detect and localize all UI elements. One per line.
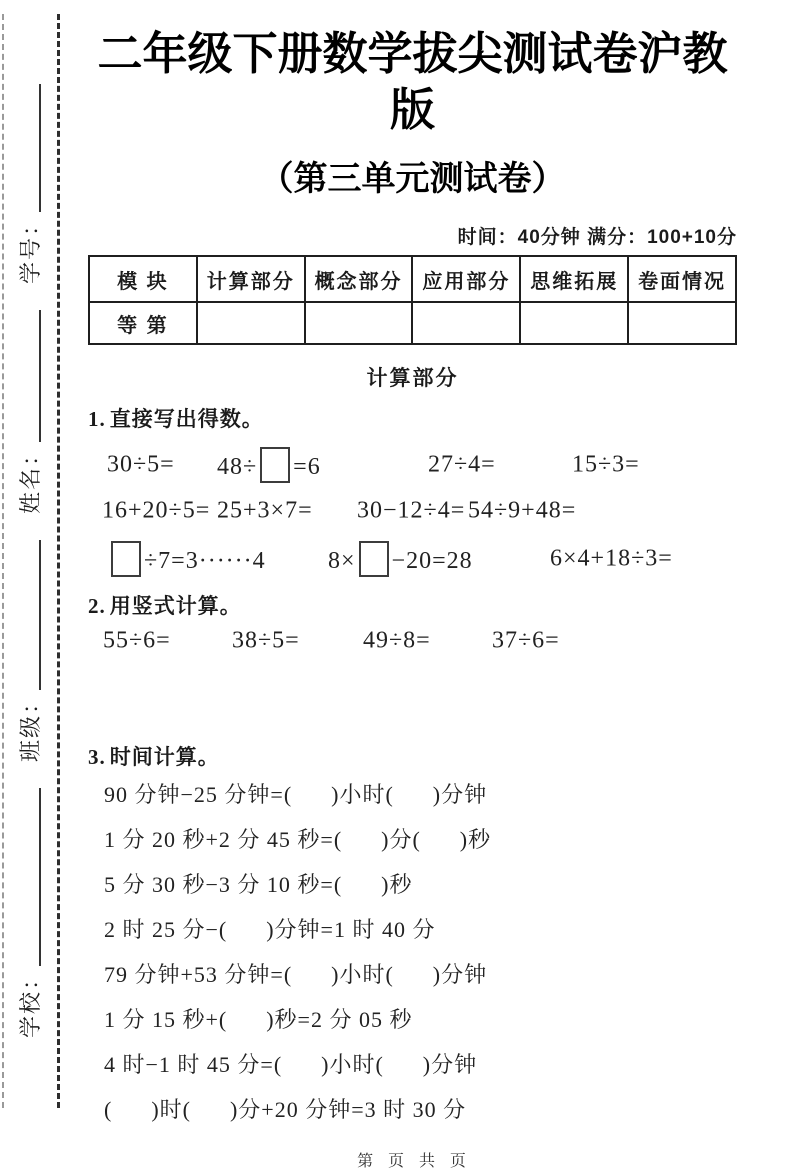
time-equation: 90 分钟−25 分钟=( )小时( )分钟 [104, 782, 488, 807]
student-id-label: 学号： [17, 211, 43, 284]
answer-box [111, 541, 141, 577]
equation: 37÷6= [492, 627, 560, 654]
time-equation: 1 分 20 秒+2 分 45 秒=( )分( )秒 [104, 827, 492, 852]
score-header-neatness: 卷面情况 [628, 256, 736, 302]
score-table [88, 255, 737, 345]
question-2-heading [88, 592, 737, 621]
equation: 49÷8= [363, 627, 431, 654]
paper-content [88, 0, 737, 1171]
time-and-score-note: 时间：40分钟 满分：100+10分 [457, 227, 737, 248]
school-label: 学校： [17, 965, 43, 1038]
grade-cell [520, 302, 628, 344]
equation: 16+20÷5= [102, 497, 211, 524]
q1-equation-row-1 [88, 442, 737, 488]
question-1-text: 直接写出得数。 [109, 408, 264, 431]
time-equation: 4 时−1 时 45 分=( )小时( )分钟 [104, 1052, 478, 1077]
paper-title: 二年级下册数学拔尖测试卷沪教版 [97, 28, 728, 135]
binding-dashed-line [57, 14, 60, 1108]
name-label: 姓名： [17, 441, 43, 514]
score-table-grade-row [89, 302, 736, 344]
equation: 30÷5= [107, 451, 175, 478]
grade-row-label: 等 第 [89, 302, 197, 344]
equation: 15÷3= [572, 451, 640, 478]
score-header-application: 应用部分 [412, 256, 520, 302]
question-3-number: 3. [88, 745, 106, 769]
time-equation: 2 时 25 分−( )分钟=1 时 40 分 [104, 917, 436, 942]
time-equation: 79 分钟+53 分钟=( )小时( )分钟 [104, 962, 488, 987]
score-header-thinking: 思维拓展 [520, 256, 628, 302]
equation: 30−12÷4= [357, 497, 466, 524]
equation: 54÷9+48= [468, 497, 577, 524]
question-3-text: 时间计算。 [109, 746, 220, 769]
answer-box [260, 447, 290, 483]
equation: 48÷ =6 [217, 447, 321, 483]
time-equation: 5 分 30 秒−3 分 10 秒=( )秒 [104, 872, 413, 897]
grade-cell [305, 302, 413, 344]
margin-fill-in-strip [8, 80, 50, 1038]
equation: 25+3×7= [217, 497, 313, 524]
score-header-module: 模 块 [89, 256, 197, 302]
score-header-concept: 概念部分 [305, 256, 413, 302]
time-equation: ( )时( )分+20 分钟=3 时 30 分 [104, 1097, 467, 1122]
question-2-text: 用竖式计算。 [109, 595, 242, 618]
time-equation: 1 分 15 秒+( )秒=2 分 05 秒 [104, 1007, 413, 1032]
equation: 55÷6= [103, 627, 171, 654]
question-3-heading [88, 743, 737, 772]
score-table-header-row [89, 256, 736, 302]
question-1-heading [88, 405, 737, 434]
grade-cell [412, 302, 520, 344]
section-title-calculation: 计算部分 [366, 367, 459, 390]
question-2-number: 2. [88, 594, 106, 618]
name-blank-line [17, 310, 40, 442]
equation: 27÷4= [428, 451, 496, 478]
grade-cell [628, 302, 736, 344]
class-label: 班级： [17, 689, 43, 762]
student-id-blank-line [17, 84, 40, 212]
equation: 38÷5= [232, 627, 300, 654]
equation: 8× −20=28 [328, 541, 473, 577]
q2-equation-row [88, 621, 737, 661]
page-edge-dashed-line [2, 14, 4, 1108]
answer-box [359, 541, 389, 577]
grade-cell [197, 302, 305, 344]
page-footer: 第 页 共 页 [357, 1153, 468, 1170]
q3-time-calculation-lines [88, 772, 737, 1132]
score-header-calculation: 计算部分 [197, 256, 305, 302]
school-blank-line [17, 788, 40, 966]
equation: ÷7=3······4 [108, 541, 266, 577]
question-1-number: 1. [88, 407, 106, 431]
class-blank-line [17, 540, 40, 690]
equation: 6×4+18÷3= [550, 545, 673, 572]
q1-equation-row-3 [88, 534, 737, 584]
q1-equation-row-2 [88, 488, 737, 534]
paper-subtitle: （第三单元测试卷） [259, 160, 566, 198]
